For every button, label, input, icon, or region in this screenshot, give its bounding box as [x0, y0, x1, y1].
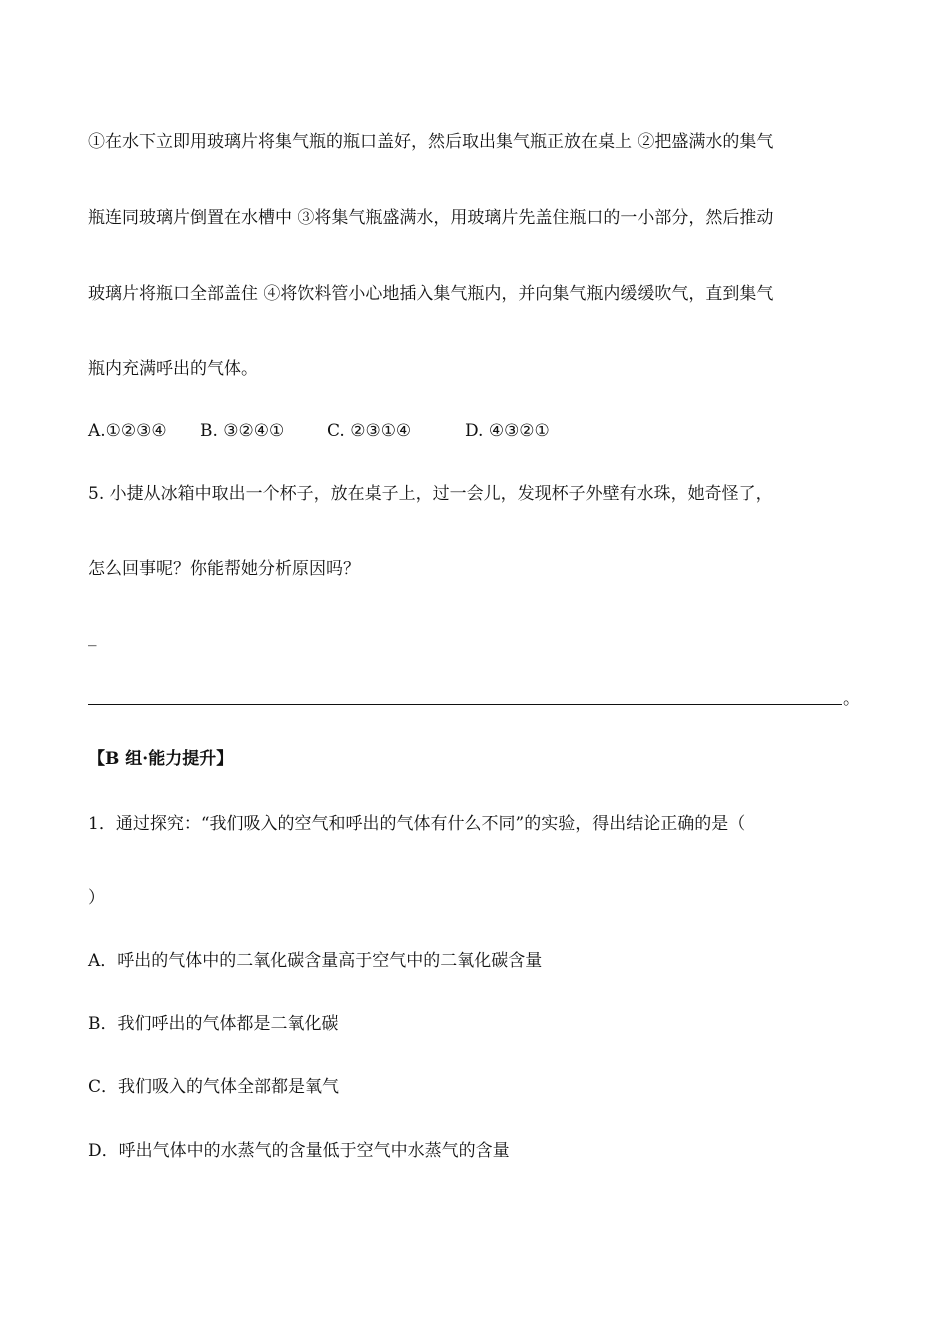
q4-steps-line-4: 瓶内充满呼出的气体。 — [88, 359, 258, 379]
q5-answer-end-mark: 。 — [843, 689, 860, 709]
q4-options — [88, 420, 550, 442]
q4-steps-line-3: 玻璃片将瓶口全部盖住 ④将饮料管小心地插入集气瓶内，并向集气瓶内缓缓吹气，直到集气 — [88, 284, 774, 304]
q5-short-blank: _ — [88, 627, 97, 647]
q5-answer-blank-line — [88, 704, 842, 705]
section-b-heading: 【B 组·能力提升】 — [88, 749, 234, 769]
q4-option-c: C. ②③①④ — [327, 421, 412, 441]
q4-steps-line-2: 瓶连同玻璃片倒置在水槽中 ③将集气瓶盛满水，用玻璃片先盖住瓶口的一小部分，然后推动 — [88, 208, 774, 228]
b-q1-stem-line-2: ） — [88, 888, 105, 908]
b-q1-option-d: D．呼出气体中的水蒸气的含量低于空气中水蒸气的含量 — [88, 1141, 510, 1161]
q5-question-line-1: 5. 小捷从冰箱中取出一个杯子，放在桌子上，过一会儿，发现杯子外壁有水珠，她奇怪了， — [88, 484, 773, 504]
b-q1-option-c: C．我们吸入的气体全部都是氧气 — [88, 1077, 340, 1097]
b-q1-stem-line-1: 1．通过探究：“我们吸入的空气和呼出的气体有什么不同”的实验，得出结论正确的是（ — [88, 814, 746, 834]
q5-question-line-2: 怎么回事呢？你能帮她分析原因吗？ — [88, 559, 360, 579]
q4-option-d: D. ④③②① — [465, 421, 550, 441]
b-q1-option-a: A．呼出的气体中的二氧化碳含量高于空气中的二氧化碳含量 — [88, 951, 543, 971]
q4-steps-line-1: ①在水下立即用玻璃片将集气瓶的瓶口盖好，然后取出集气瓶正放在桌上 ②把盛满水的集气 — [88, 132, 774, 152]
b-q1-option-b: B．我们呼出的气体都是二氧化碳 — [88, 1014, 339, 1034]
q4-option-a: A.①②③④ — [88, 421, 167, 441]
q4-option-b: B. ③②④① — [200, 421, 285, 441]
